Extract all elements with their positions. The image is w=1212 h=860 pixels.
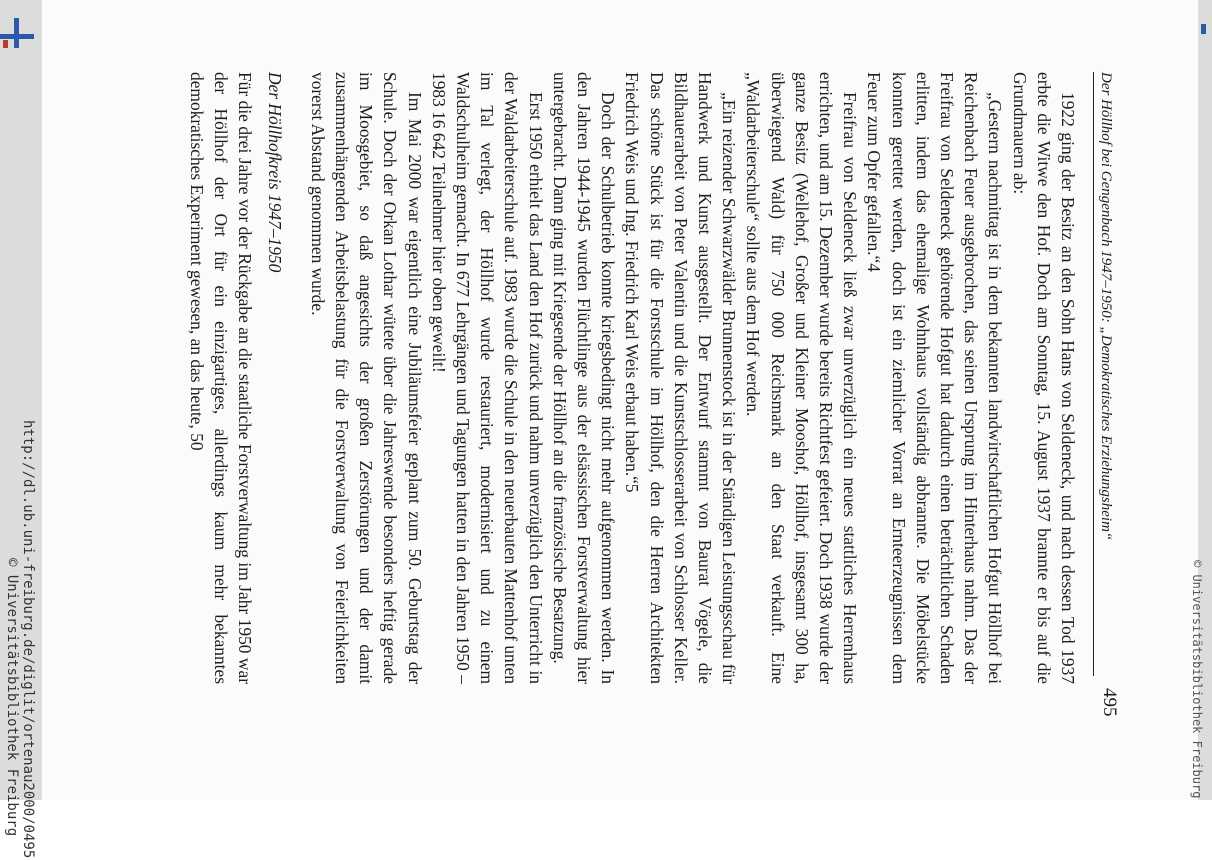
paragraph: Doch der Schulbetrieb konnte kriegsbedingt nicht mehr aufgenommen werden. In den Jahren 1944-1945 wurden Flüchtlinge aus der elsässischen Forstverwaltung hier untergebracht. Dann ging mit Kriegsende der Höllhof an die französische Besatzung. bbox=[549, 72, 619, 684]
running-header: Der Höllhof bei Gengenbach 1947–1950: „Demokratisches Erziehungsheim“ bbox=[1093, 72, 1114, 676]
calibration-mark-blue-stem bbox=[14, 18, 19, 48]
paragraph: Im Mai 2000 war eigentlich eine Jubiläumsfeier geplant zum 50. Geburtstag der Schule. Doch der Orkan Lothar wütete über die Jahreswende besonders heftig gerade im Moosgebiet, so daß angesichts der großen Zerstörungen und der damit zusammenhängenden Arbeitsbelastung für die Forstverwaltung von Feierlichkeiten vorerst Abstand genommen wurde. bbox=[307, 72, 425, 684]
paragraph: Für die drei Jahre vor der Rückgabe an die staatliche Forstverwaltung im Jahr 1950 war der Höllhof der Ort für ein einzigartiges, allerdings kaum mehr bekanntes demokratisches Experiment gewesen, an das heute, 50 bbox=[186, 72, 256, 684]
quote-paragraph: „Gestern nachmittag ist in dem bekannten landwirtschaftlichen Hofgut Höllhof bei Reichenbach Feuer ausgebrochen, das seinen Ursprung im Hinterhaus nahm. Das der Freifrau von Seldeneck gehörende Hofgut hat dadurch einen beträchtlichen Schaden erlitten, indem das ehemalige Wohnhaus vollständig abbrannte. Die Möbelstücke konnten gerettet werden, doch ist ein ziemlicher Vorrat an Ernteerzeugnissen dem Feuer zum Opfer gefallen.“4 bbox=[864, 72, 1006, 684]
calibration-mark-red bbox=[3, 40, 8, 48]
rotated-page-content bbox=[120, 60, 1120, 860]
body-text bbox=[185, 72, 1080, 684]
watermark-right-edge: © Universitätsbibliothek Freiburg bbox=[1190, 560, 1204, 799]
paragraph: Freifrau von Seldeneck ließ zwar unverzüglich ein neues stattliches Herrenhaus errichten, und am 15. Dezember wurde bereits Richtfest gefeiert. Doch 1938 wurde der ganze Besitz (Wellehof, Großer und Kleiner Mooshof, Höllhof, insgesamt 300 ha, überwiegend Wald) für 750 000 Reichsmark an den Staat verkauft. Eine „Waldarbeiterschule“ sollte aus dem Hof werden. bbox=[743, 72, 861, 684]
section-heading: Der Höllhofkreis 1947–1950 bbox=[265, 72, 286, 273]
watermark-library: © Universitätsbibliothek Freiburg bbox=[4, 558, 20, 837]
calibration-mark-blue-right bbox=[1201, 24, 1206, 34]
paragraph: 1922 ging der Besitz an den Sohn Hans von Seldeneck, und nach dessen Tod 1937 erbte die Witwe den Hof. Doch am Sonntag, 15. August 1937 brannte er bis auf die Grundmauern ab: bbox=[1009, 72, 1078, 684]
paragraph: Erst 1950 erhielt das Land den Hof zurück und nahm unverzüglich den Unterricht in der Waldarbeiterschule auf. 1983 wurde die Schule in den neuerbauten Mattenhof unten im Tal verlegt, der Höllhof wurde restauriert, modernisiert und zu einem Waldschulheim gemacht. In 677 Lehrgängen und Tagungen hatten in den Jahren 1950 – 1983 16 642 Teilnehmer hier oben geweilt! bbox=[428, 72, 546, 684]
quote-paragraph: „Ein reizender Schwarzwälder Brunnenstock ist in der Ständigen Leistungsschau für Handwerk und Kunst ausgestellt. Der Entwurf stammt von Baurat Vögele, die Bildhauerarbeit von Peter Valentin und die Kunstschlosserarbeit von Schlosser Keller. Das schöne Stück ist für die Forstschule im Höllhof, den die Herren Architekten Friedrich Weis und Ing. Friedrich Karl Weis erbaut haben.“5 bbox=[622, 72, 740, 684]
watermark-url: http://dl.ub.uni-freiburg.de/diglit/ortenau2000/0495 bbox=[20, 420, 36, 859]
page-number: 495 bbox=[1099, 688, 1120, 717]
